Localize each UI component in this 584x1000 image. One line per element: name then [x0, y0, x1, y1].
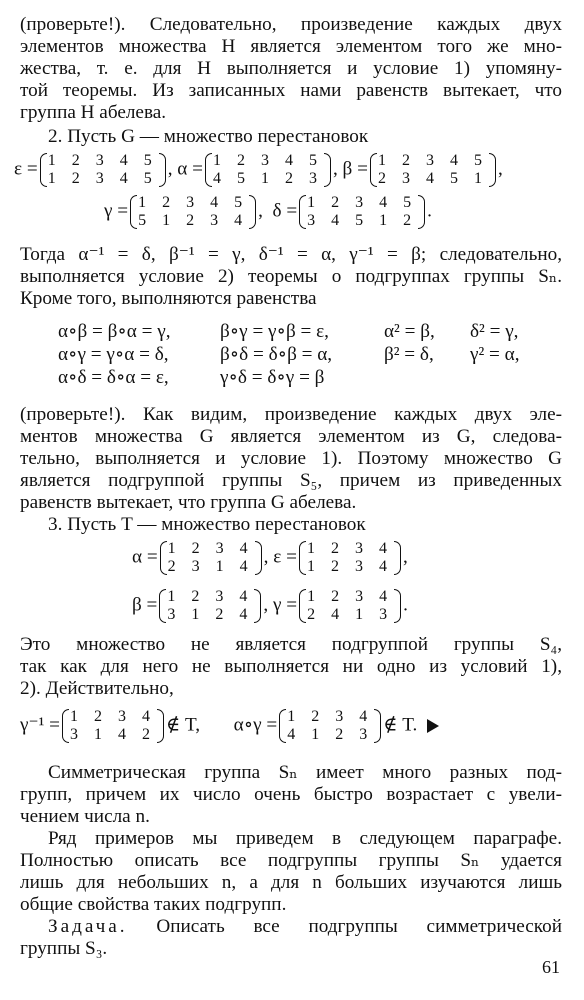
text-line: Симметрическая группа Sₙ имеет много разных под-	[48, 762, 562, 783]
permutation-matrix: 1 2 3 4 5 5 1 2 3 4	[130, 194, 256, 230]
paragraph-group-G	[20, 404, 562, 514]
text-line: Тогда α⁻¹ = δ, β⁻¹ = γ, δ⁻¹ = α, γ⁻¹ = β; следовательно,	[20, 244, 562, 265]
paragraph-set-T	[20, 634, 562, 700]
item-2-heading	[20, 126, 562, 148]
text-line: Это множество не является подгруппой группы S₄,	[20, 634, 562, 655]
permutation-matrix: 1 2 3 4 5 3 4 5 1 2	[299, 194, 425, 230]
text-line: Кроме того, выполняются равенства	[20, 288, 317, 309]
perm-label: δ =	[272, 200, 298, 222]
perm-label: γ =	[272, 594, 298, 616]
permutation-matrix: 1 2 3 4 4 1 2 3	[279, 708, 381, 744]
text-line: ментов множества G является элементом из G, следова-	[20, 426, 562, 447]
perm-label: γ =	[104, 200, 129, 222]
perm-label: β =	[342, 158, 368, 180]
text-line: группа H абелева.	[20, 102, 167, 123]
perm-label: γ⁻¹ =	[20, 714, 60, 736]
paragraph-symmetric-group	[20, 762, 562, 828]
text-line: тельно, выполняется и условие 1). Поэтому множество G	[20, 448, 562, 469]
permutation-matrix: 1 2 3 4 5 1 2 3 4 5	[40, 152, 166, 188]
text-line: 3. Пусть T — множество перестановок	[48, 514, 366, 535]
text-line: общие свойства таких подгрупп.	[20, 894, 287, 915]
perm-label: ε =	[14, 158, 38, 180]
permutation-matrix: 1 2 3 4 5 4 5 1 2 3	[205, 152, 331, 188]
permutation-row-1: ε = 1 2 3 4 5 1 2 3 4 5 , α = 1 2 3 4 5 4 5 1 2 3 , β = 1 2 3 4 5 2 3 4 5 1 ,	[14, 152, 503, 187]
perm-label: α∘γ =	[233, 714, 278, 736]
paragraph-inverses	[20, 244, 562, 310]
text-line: элементов множества H является элементом того же мно-	[20, 36, 562, 57]
permutation-row-2: γ = 1 2 3 4 5 5 1 2 3 4 , δ = 1 2 3 4 5 3 4 5 1 2 .	[104, 194, 432, 229]
permutation-matrix: 1 2 3 4 1 2 3 4	[299, 540, 401, 576]
permutation-matrix: 1 2 3 4 5 2 3 4 5 1	[370, 152, 496, 188]
permutation-matrix: 1 2 3 4 2 4 1 3	[299, 588, 401, 624]
perm-label: β =	[132, 594, 158, 616]
permutation-matrix: 1 2 3 4 3 1 4 2	[62, 708, 164, 744]
counterexample-formula	[20, 708, 439, 744]
perm-label: α =	[177, 158, 203, 180]
text-line: Задача. Описать все подгруппы симметрической	[48, 916, 562, 937]
text-line: 2). Действительно,	[20, 678, 174, 699]
task-paragraph	[20, 916, 562, 960]
equality-row: α∘γ = γ∘α = δ, β∘δ = δ∘β = α, β² = δ, γ² = α,	[58, 344, 520, 365]
text-line: Полностью описать все подгруппы группы Sₙ удается	[20, 850, 562, 871]
text-line: той теоремы. Из записанных нами равенств вытекает, что	[20, 80, 562, 101]
permutation-row-T1: α = 1 2 3 4 2 3 1 4 , ε = 1 2 3 4 1 2 3 4 ,	[132, 540, 408, 575]
paragraph-intro	[20, 14, 562, 124]
text-line: равенств вытекает, что группа G абелева.	[20, 492, 357, 513]
perm-label: ε =	[273, 546, 297, 568]
equalities-block	[58, 320, 520, 389]
text-line: чением числа n.	[20, 806, 150, 827]
text-line: группы S₃.	[20, 938, 108, 959]
not-in-T: ∉ T,	[165, 714, 201, 736]
task-label: Задача.	[48, 916, 128, 937]
text-line: жества, т. е. для H выполняется и условие 1) упомяну-	[20, 58, 562, 79]
equality-row: α∘δ = δ∘α = ε, γ∘δ = δ∘γ = β	[58, 367, 325, 388]
not-in-T: ∉ T.	[383, 714, 418, 736]
permutation-matrix: 1 2 3 4 3 1 2 4	[159, 588, 261, 624]
text-line: (проверьте!). Следовательно, произведение каждых двух	[20, 14, 562, 35]
text-line: так как для него не выполняется ни одно из условий 1),	[20, 656, 562, 677]
end-of-example-icon	[427, 719, 439, 733]
text-line: лишь для небольших n, а для n больших изучаются лишь	[20, 872, 562, 893]
text-line: групп, причем их число очень быстро возрастает с увели-	[20, 784, 562, 805]
permutation-matrix: 1 2 3 4 2 3 1 4	[160, 540, 262, 576]
text-line: 2. Пусть G — множество перестановок	[48, 126, 369, 147]
page-number: 61	[542, 957, 560, 977]
item-3-heading	[20, 514, 562, 536]
text-line: Ряд примеров мы приведем в следующем параграфе.	[48, 828, 562, 849]
text-line: выполняется условие 2) теоремы о подгруппах группы Sₙ.	[20, 266, 562, 287]
text-line: (проверьте!). Как видим, произведение каждых двух эле-	[20, 404, 562, 425]
permutation-row-T2: β = 1 2 3 4 3 1 2 4 , γ = 1 2 3 4 2 4 1 3 .	[132, 588, 408, 623]
text-line: является подгруппой группы S₅, причем из приведенных	[20, 470, 562, 491]
perm-label: α =	[132, 546, 158, 568]
equality-row: α∘β = β∘α = γ, β∘γ = γ∘β = ε, α² = β, δ² = γ,	[58, 321, 519, 342]
paragraph-examples	[20, 828, 562, 916]
